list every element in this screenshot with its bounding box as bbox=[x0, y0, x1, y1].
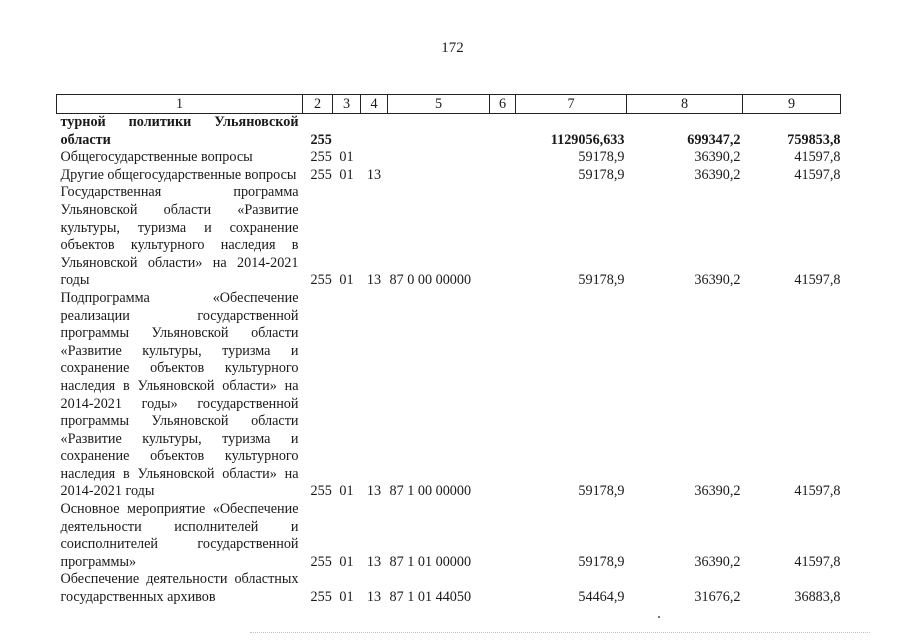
subsection-code-cell: 13 bbox=[366, 272, 382, 289]
table-row bbox=[57, 501, 841, 571]
column-header: 3 bbox=[333, 95, 361, 114]
section-code-cell: 01 bbox=[339, 589, 354, 606]
subsection-code-cell bbox=[361, 114, 388, 150]
row-name-cell: Основное мероприятие «Обеспечение деятельности исполнителей и соисполнителей государственной программы» bbox=[60, 501, 299, 570]
amount-cell: 59178,9 bbox=[578, 553, 625, 570]
section-code-cell: 01 bbox=[339, 553, 354, 570]
section-code-cell: 01 bbox=[339, 166, 354, 183]
budget-table-container bbox=[56, 94, 840, 607]
amount-cell: 31676,2 bbox=[694, 589, 741, 606]
row-name-cell: турной политики Ульяновской области bbox=[60, 114, 299, 148]
target-article-cell bbox=[388, 149, 490, 167]
amount-cell: 59178,9 bbox=[578, 149, 625, 166]
row-name-cell: Государственная программа Ульяновской области «Развитие культуры, туризма и сохранение объектов культурного наследия в Ульяновской области» на 2014-2021 годы bbox=[60, 184, 299, 289]
column-header: 8 bbox=[627, 95, 743, 114]
ministry-code-cell: 255 bbox=[310, 589, 332, 606]
expense-type-cell bbox=[490, 167, 516, 185]
scan-artifact bbox=[250, 632, 870, 636]
ministry-code-cell: 255 bbox=[310, 483, 332, 500]
column-header: 9 bbox=[743, 95, 841, 114]
subsection-code-cell: 13 bbox=[366, 553, 382, 570]
amount-cell: 41597,8 bbox=[794, 483, 841, 500]
column-header: 1 bbox=[57, 95, 303, 114]
table-row bbox=[57, 290, 841, 501]
amount-cell: 36390,2 bbox=[694, 483, 741, 500]
row-name-cell: Общегосударственные вопросы bbox=[60, 149, 253, 166]
expense-type-cell bbox=[490, 114, 516, 150]
amount-cell: 36390,2 bbox=[694, 166, 741, 183]
subsection-code-cell: 13 bbox=[366, 483, 382, 500]
amount-cell: 41597,8 bbox=[794, 149, 841, 166]
amount-cell: 36390,2 bbox=[694, 272, 741, 289]
target-article-cell bbox=[388, 114, 490, 150]
amount-cell: 59178,9 bbox=[578, 272, 625, 289]
section-code-cell: 01 bbox=[339, 483, 354, 500]
section-code-cell: 01 bbox=[339, 149, 354, 166]
target-article-cell: 87 0 00 00000 bbox=[389, 272, 472, 289]
ministry-code-cell: 255 bbox=[310, 553, 332, 570]
page-number: 172 bbox=[441, 40, 464, 56]
column-header: 5 bbox=[388, 95, 490, 114]
amount-cell: 36390,2 bbox=[694, 149, 741, 166]
table-header-row bbox=[57, 95, 841, 114]
table-row bbox=[57, 571, 841, 606]
target-article-cell bbox=[388, 167, 490, 185]
target-article-cell: 87 1 01 44050 bbox=[389, 589, 472, 606]
amount-cell: 759853,8 bbox=[787, 131, 841, 148]
budget-table bbox=[56, 94, 841, 607]
amount-cell: 36883,8 bbox=[794, 589, 841, 606]
column-header: 4 bbox=[361, 95, 388, 114]
amount-cell: 699347,2 bbox=[687, 131, 741, 148]
subsection-code-cell: 13 bbox=[366, 589, 382, 606]
amount-cell: 59178,9 bbox=[578, 166, 625, 183]
table-row bbox=[57, 149, 841, 167]
expense-type-cell bbox=[490, 290, 516, 501]
target-article-cell: 87 1 00 00000 bbox=[389, 483, 472, 500]
amount-cell: 41597,8 bbox=[794, 272, 841, 289]
expense-type-cell bbox=[490, 149, 516, 167]
amount-cell: 59178,9 bbox=[578, 483, 625, 500]
column-header: 7 bbox=[516, 95, 627, 114]
expense-type-cell bbox=[490, 184, 516, 290]
amount-cell: 36390,2 bbox=[694, 553, 741, 570]
ministry-code-cell: 255 bbox=[310, 131, 332, 148]
scan-artifact bbox=[658, 616, 660, 618]
subsection-code-cell: 13 bbox=[366, 166, 382, 183]
row-name-cell: Обеспечение деятельности областных государственных архивов bbox=[60, 571, 299, 606]
row-name-cell: Другие общегосударственные вопросы bbox=[60, 166, 297, 183]
subsection-code-cell bbox=[361, 149, 388, 167]
ministry-code-cell: 255 bbox=[310, 272, 332, 289]
ministry-code-cell: 255 bbox=[310, 166, 332, 183]
section-code-cell: 01 bbox=[339, 272, 354, 289]
ministry-code-cell: 255 bbox=[310, 149, 332, 166]
table-row bbox=[57, 114, 841, 150]
expense-type-cell bbox=[490, 571, 516, 606]
column-header: 2 bbox=[303, 95, 333, 114]
table-body bbox=[57, 114, 841, 607]
amount-cell: 1129056,633 bbox=[550, 131, 625, 148]
table-row bbox=[57, 184, 841, 290]
amount-cell: 41597,8 bbox=[794, 553, 841, 570]
column-header: 6 bbox=[490, 95, 516, 114]
target-article-cell: 87 1 01 00000 bbox=[389, 553, 472, 570]
row-name-cell: Подпрограмма «Обеспечение реализации государственной программы Ульяновской области «Развитие культуры, туризма и сохранение объектов культурного наследия в Ульяновской области» на 2014-2021 годы» государственной программы Ульяновской области «Развитие культуры, туризма и сохранение объектов культурного наследия в Ульяновской области» на 2014-2021 годы bbox=[60, 289, 299, 500]
amount-cell: 54464,9 bbox=[578, 589, 625, 606]
section-code-cell bbox=[333, 114, 361, 150]
amount-cell: 41597,8 bbox=[794, 166, 841, 183]
expense-type-cell bbox=[490, 501, 516, 571]
table-row bbox=[57, 167, 841, 185]
